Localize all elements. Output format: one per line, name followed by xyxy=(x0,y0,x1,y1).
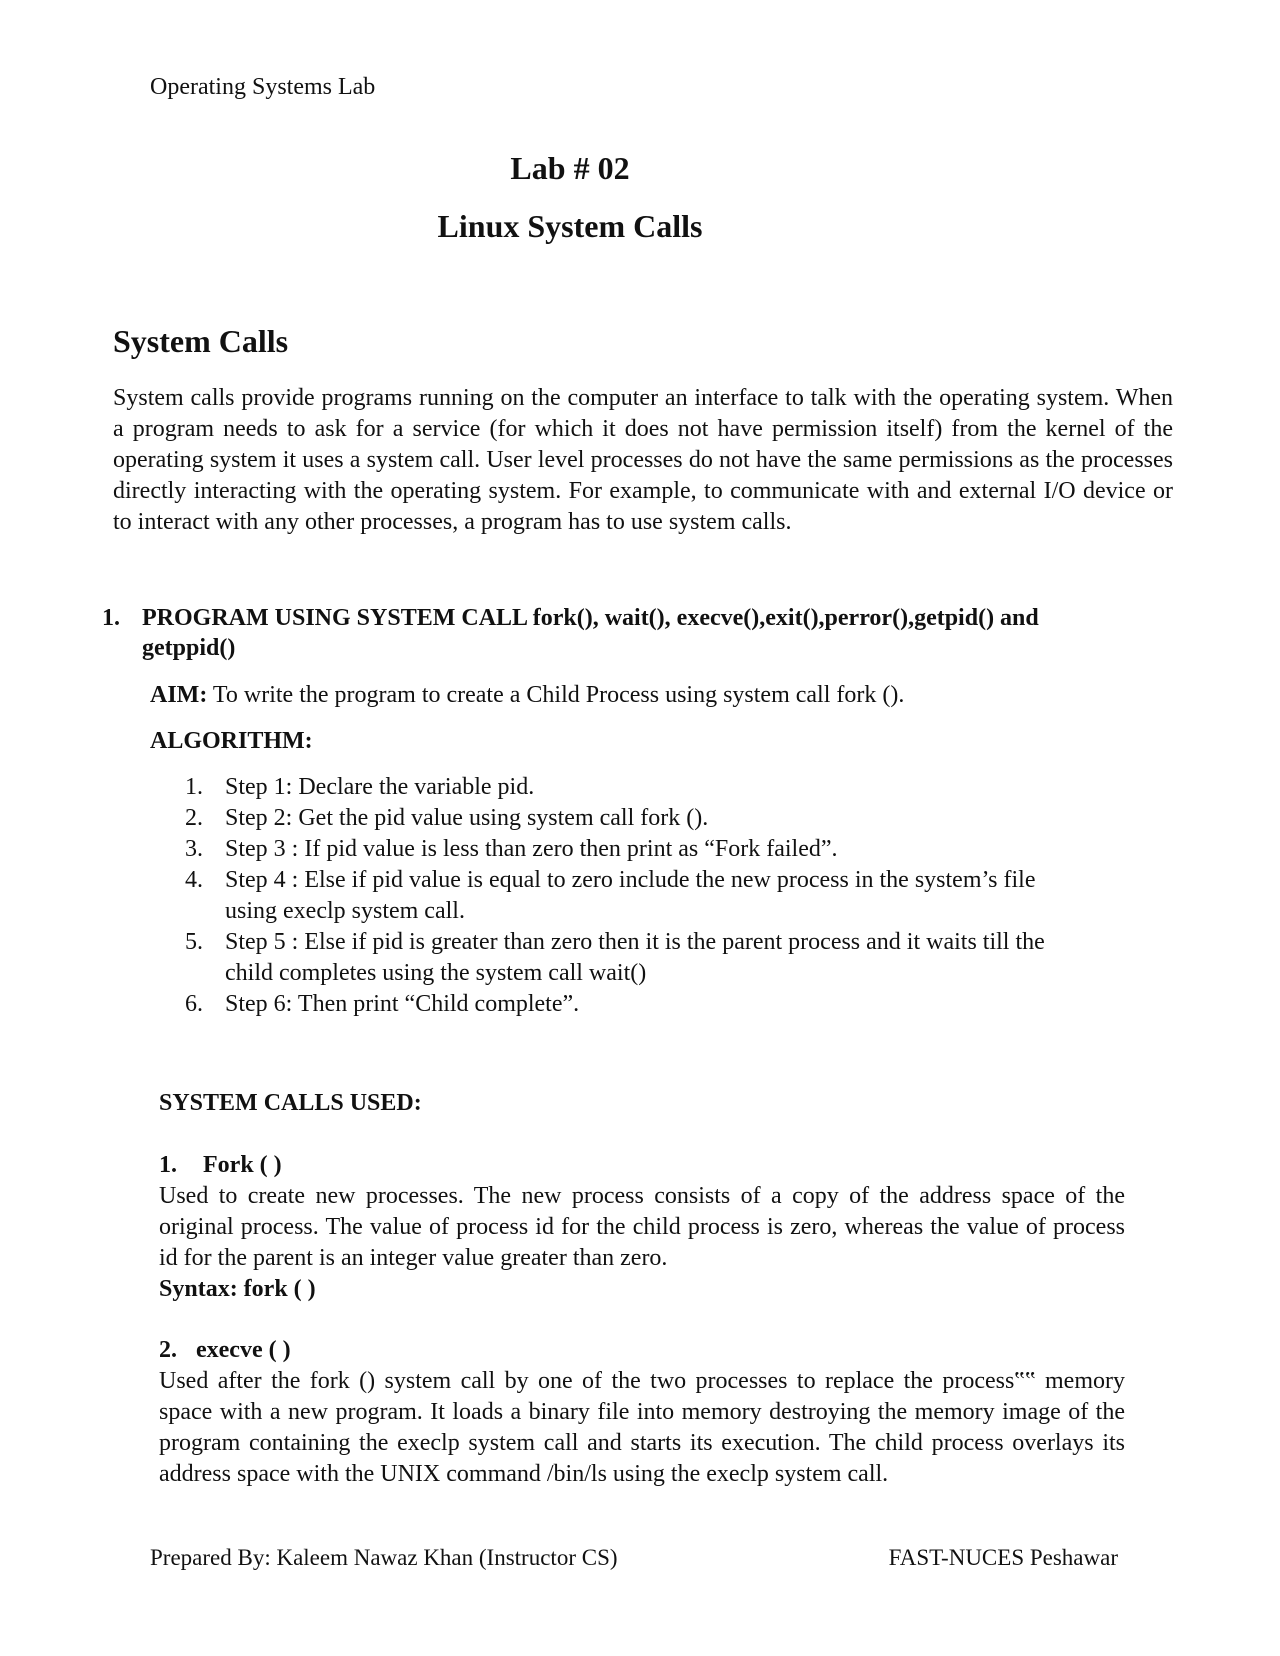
algorithm-heading: ALGORITHM: xyxy=(150,728,313,754)
execve-number: 2. xyxy=(159,1337,177,1363)
list-item xyxy=(185,927,1085,989)
fork-title xyxy=(159,1150,1125,1181)
running-header: Operating Systems Lab xyxy=(150,74,376,100)
list-item xyxy=(185,989,1085,1020)
algorithm-steps xyxy=(185,772,1085,1020)
program-heading xyxy=(102,603,1102,663)
footer-institution: FAST-NUCES Peshawar xyxy=(888,1545,1118,1570)
step-number: 6. xyxy=(185,991,203,1017)
program-heading-text: PROGRAM USING SYSTEM CALL fork(), wait(), execve(),exit(),perror(),getpid() and getppid() xyxy=(142,605,1039,661)
step-text: Step 3 : If pid value is less than zero then print as “Fork failed”. xyxy=(225,836,838,862)
fork-number: 1. xyxy=(159,1152,177,1178)
step-text: Step 1: Declare the variable pid. xyxy=(225,774,535,800)
list-item xyxy=(185,803,1085,834)
execve-section xyxy=(159,1335,1125,1490)
fork-syntax: Syntax: fork ( ) xyxy=(159,1276,316,1302)
list-item xyxy=(185,865,1085,927)
system-calls-heading: SYSTEM CALLS USED: xyxy=(159,1090,422,1116)
step-text: Step 5 : Else if pid is greater than zero then it is the parent process and it waits till the child completes using the system call wait() xyxy=(225,929,1045,986)
footer-author: Prepared By: Kaleem Nawaz Khan (Instructor CS) xyxy=(150,1545,618,1570)
step-text: Step 2: Get the pid value using system call fork (). xyxy=(225,805,709,831)
program-number: 1. xyxy=(102,605,120,631)
aim-text: To write the program to create a Child Process using system call fork (). xyxy=(207,682,905,708)
step-number: 4. xyxy=(185,867,203,893)
aim-line xyxy=(150,682,904,709)
execve-title xyxy=(159,1335,1125,1366)
aim-label: AIM: xyxy=(150,682,208,708)
intro-paragraph: System calls provide programs running on the computer an interface to talk with the operating system. When a program needs to ask for a service (for which it does not have permission itself) from the kernel of the operating system it uses a system call. User level processes do not have the same permissions as the processes directly interacting with the operating system. For example, to communicate with and external I/O device or to interact with any other processes, a program has to use system calls. xyxy=(113,385,1173,535)
lab-number: Lab # 02 xyxy=(510,150,630,186)
fork-description: Used to create new processes. The new process consists of a copy of the address space of the original process. The value of process id for the child process is zero, whereas the value of process id for the parent is an integer value greater than zero. xyxy=(159,1183,1125,1271)
step-number: 2. xyxy=(185,805,203,831)
list-item xyxy=(185,772,1085,803)
list-item xyxy=(185,834,1085,865)
execve-title-text: execve ( ) xyxy=(196,1337,291,1363)
fork-section xyxy=(159,1150,1125,1305)
step-number: 5. xyxy=(185,929,203,955)
step-number: 1. xyxy=(185,774,203,800)
section-heading: System Calls xyxy=(113,323,289,359)
fork-title-text: Fork ( ) xyxy=(203,1152,282,1178)
execve-description: Used after the fork () system call by one of the two processes to replace the process‟‟ memory space with a new program. It loads a binary file into memory destroying the memory image of the program containing the execlp system call and starts its execution. The child process overlays its address space with the UNIX command /bin/ls using the execlp system call. xyxy=(159,1368,1125,1487)
step-text: Step 4 : Else if pid value is equal to zero include the new process in the system’s file using execlp system call. xyxy=(225,867,1036,924)
step-number: 3. xyxy=(185,836,203,862)
step-text: Step 6: Then print “Child complete”. xyxy=(225,991,580,1017)
lab-title: Linux System Calls xyxy=(437,208,703,244)
